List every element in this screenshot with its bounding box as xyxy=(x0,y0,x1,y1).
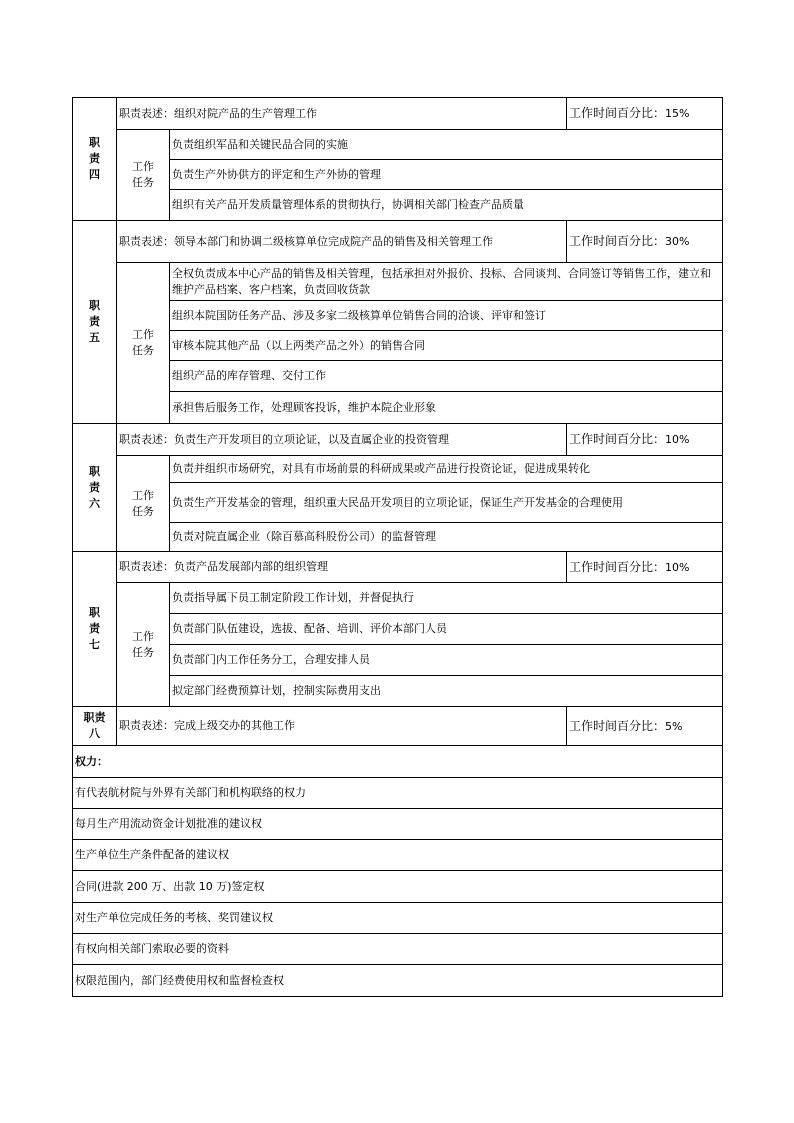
duty-label-char: 职 xyxy=(89,299,100,312)
power-item: 对生产单位完成任务的考核、奖罚建议权 xyxy=(73,903,723,934)
percent-value: 5% xyxy=(665,719,683,733)
power-item: 有代表航材院与外界有关部门和机构联络的权力 xyxy=(73,778,723,809)
time-percentage xyxy=(567,221,723,263)
power-item: 有权向相关部门索取必要的资料 xyxy=(73,934,723,965)
task-label-line: 任务 xyxy=(132,645,154,659)
time-percentage xyxy=(567,707,723,746)
task-label-line: 任务 xyxy=(132,504,154,518)
duty-description: 职责表述：领导本部门和协调二级核算单位完成院产品的销售及相关管理工作 xyxy=(117,221,567,263)
task-item: 负责部门队伍建设，选拔、配备、培训、评价本部门人员 xyxy=(170,614,723,645)
task-label xyxy=(117,456,170,552)
percent-value: 10% xyxy=(665,433,690,446)
time-percentage xyxy=(567,98,723,130)
task-item: 组织产品的库存管理、交付工作 xyxy=(170,361,723,392)
power-item: 权限范围内，部门经费使用权和监督检查权 xyxy=(73,965,723,997)
task-item: 组织本院国防任务产品、涉及多家二级核算单位销售合同的洽谈、评审和签订 xyxy=(170,301,723,331)
task-item: 组织有关产品开发质量管理体系的贯彻执行，协调相关部门检查产品质量 xyxy=(170,190,723,221)
time-percentage xyxy=(567,552,723,583)
duty-description: 职责表述：负责产品发展部内部的组织管理 xyxy=(117,552,567,583)
task-item: 审核本院其他产品（以上两类产品之外）的销售合同 xyxy=(170,331,723,361)
power-item: 每月生产用流动资金计划批准的建议权 xyxy=(73,809,723,840)
task-label xyxy=(117,130,170,221)
percent-label: 工作时间百分比： xyxy=(569,559,666,574)
duty-label-char: 职 xyxy=(89,464,100,478)
task-item: 负责生产外协供方的评定和生产外协的管理 xyxy=(170,160,723,190)
time-percentage xyxy=(567,424,723,456)
duty-label-char: 责 xyxy=(89,622,100,635)
duty-label-char: 职责 xyxy=(83,711,106,724)
power-item: 合同(进款 200 万、出款 10 万)签定权 xyxy=(73,871,723,903)
task-item: 负责并组织市场研究，对具有市场前景的科研成果或产品进行投资论证，促进成果转化 xyxy=(170,456,723,483)
task-label-line: 工作 xyxy=(132,488,154,502)
task-item: 拟定部门经费预算计划，控制实际费用支出 xyxy=(170,676,723,707)
duty-description: 职责表述：组织对院产品的生产管理工作 xyxy=(117,98,567,130)
percent-label: 工作时间百分比： xyxy=(569,106,666,120)
duty-label-char: 责 xyxy=(89,152,100,165)
percent-value: 15% xyxy=(665,107,690,120)
task-label xyxy=(117,263,170,424)
duty-label xyxy=(73,552,117,707)
duty-label-char: 五 xyxy=(89,331,100,344)
task-item: 负责生产开发基金的管理，组织重大民品开发项目的立项论证，保证生产开发基金的合理使用 xyxy=(170,483,723,523)
duty-label-char: 七 xyxy=(89,638,100,651)
duty-label-char: 六 xyxy=(89,496,100,510)
percent-label: 工作时间百分比： xyxy=(569,234,666,248)
duty-label xyxy=(73,98,117,221)
duty-label-char: 职 xyxy=(89,136,100,149)
percent-value: 30% xyxy=(665,235,690,248)
percent-label: 工作时间百分比： xyxy=(569,718,666,733)
power-item: 生产单位生产条件配备的建议权 xyxy=(73,840,723,871)
duty-label-char: 职 xyxy=(89,606,100,619)
duty-description: 职责表述：负责生产开发项目的立项论证，以及直属企业的投资管理 xyxy=(117,424,567,456)
task-label-line: 任务 xyxy=(132,344,154,357)
percent-value: 10% xyxy=(665,560,690,574)
task-item: 负责组织军品和关键民品合同的实施 xyxy=(170,130,723,160)
task-item: 负责部门内工作任务分工，合理安排人员 xyxy=(170,645,723,676)
percent-label: 工作时间百分比： xyxy=(569,432,666,446)
duty-label-char: 八 xyxy=(89,727,100,740)
task-item: 负责对院直属企业（除百慕高科股份公司）的监督管理 xyxy=(170,523,723,552)
task-label-line: 任务 xyxy=(132,176,154,189)
task-label-line: 工作 xyxy=(132,328,154,341)
duty-label-char: 责 xyxy=(89,315,100,328)
duty-label xyxy=(73,221,117,424)
task-label-line: 工作 xyxy=(132,629,154,643)
task-item: 承担售后服务工作，处理顾客投诉，维护本院企业形象 xyxy=(170,392,723,424)
duty-label xyxy=(73,707,117,746)
task-label-line: 工作 xyxy=(132,160,154,173)
duty-label-char: 责 xyxy=(89,480,100,494)
job-duties-table xyxy=(72,97,723,997)
task-label xyxy=(117,583,170,707)
duty-description: 职责表述：完成上级交办的其他工作 xyxy=(117,707,567,746)
task-item: 负责指导属下员工制定阶段工作计划，并督促执行 xyxy=(170,583,723,614)
powers-heading: 权力： xyxy=(73,746,723,778)
task-item: 全权负责成本中心产品的销售及相关管理，包括承担对外报价、投标、合同谈判、合同签订等销售工作，建立和维护产品档案、客户档案，负责回收货款 xyxy=(170,263,723,301)
duty-label xyxy=(73,424,117,552)
duty-label-char: 四 xyxy=(89,168,100,181)
